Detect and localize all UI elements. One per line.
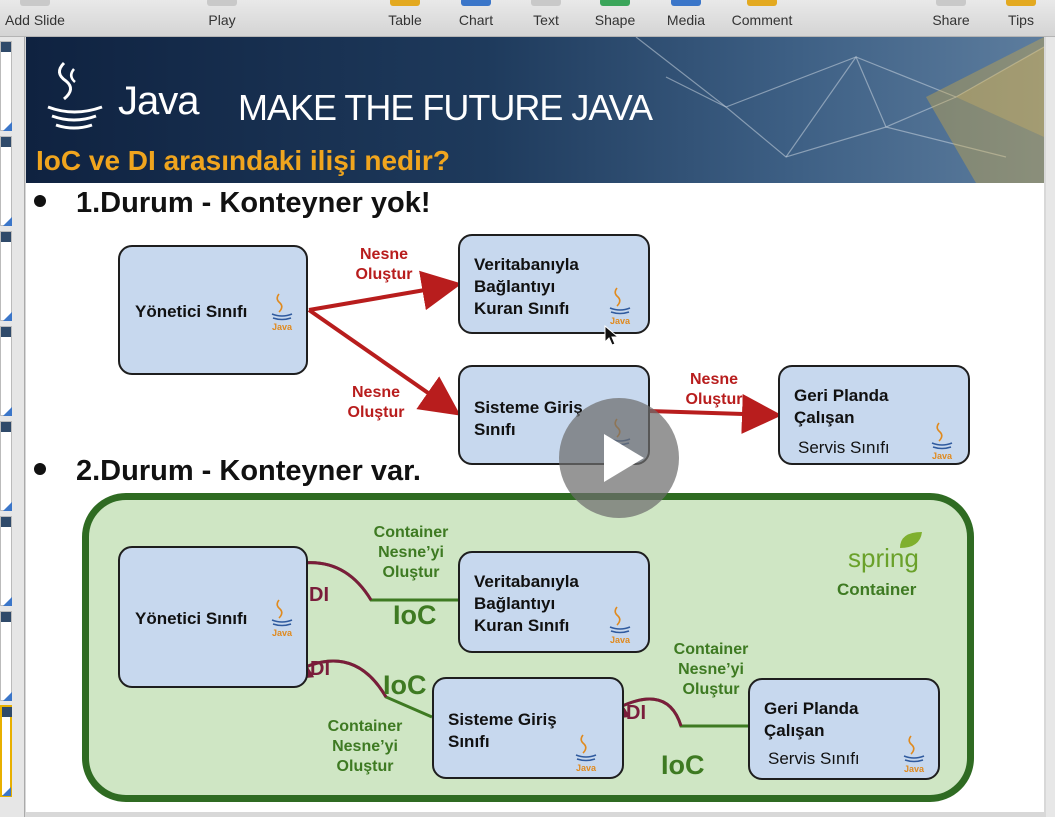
header-tagline: MAKE THE FUTURE JAVA [238, 87, 653, 128]
container-label-line1: Container [373, 524, 449, 541]
chart-button[interactable] [452, 12, 500, 28]
add-slide-button[interactable] [2, 12, 68, 28]
java-cup-caption: Java [904, 764, 925, 774]
java-cup-caption: Java [932, 451, 953, 461]
video-play-button[interactable] [559, 398, 679, 518]
manager-label: Yönetici Sınıfı [135, 609, 248, 628]
svc-label-line2: Çalışan [764, 721, 825, 740]
svc-label-line2: Çalışan [794, 408, 855, 427]
ioc-label: IoC [383, 670, 427, 700]
login-label-line2: Sınıfı [448, 732, 490, 751]
db-label-line3: Kuran Sınıfı [474, 299, 570, 318]
shape-label: Shape [594, 12, 636, 28]
text-button[interactable] [526, 12, 566, 28]
slide-thumbnail[interactable] [0, 421, 12, 511]
svc-label-line1: Geri Planda [764, 699, 859, 718]
case2-service-box [748, 678, 940, 780]
tips-label: Tips [1008, 12, 1034, 28]
java-wordmark: Java [118, 79, 199, 123]
java-cup-caption: Java [610, 635, 631, 645]
slide-thumbnail[interactable] [0, 231, 12, 321]
play-button[interactable] [196, 12, 248, 28]
java-cup-caption: Java [576, 763, 597, 773]
svc-label-line3: Servis Sınıfı [798, 438, 890, 457]
container-label-line2: Nesne’yi [678, 661, 744, 678]
table-button[interactable] [382, 12, 428, 28]
manager-label: Yönetici Sınıfı [135, 302, 248, 321]
chart-label: Chart [458, 12, 494, 28]
edge-label-line2: Oluştur [355, 266, 413, 283]
ioc-label: IoC [661, 750, 705, 780]
slide-canvas[interactable] [26, 37, 1044, 812]
comment-label: Comment [731, 12, 793, 28]
db-label-line2: Bağlantıyı [474, 594, 556, 613]
login-label-line2: Sınıfı [474, 420, 516, 439]
vertical-scrollbar[interactable] [1046, 37, 1055, 817]
java-cup-icon [608, 605, 632, 645]
db-label-line1: Veritabanıyla [474, 572, 579, 591]
media-button[interactable] [662, 12, 710, 28]
container-create-label [356, 523, 466, 583]
container-label-line3: Oluştur [682, 681, 740, 698]
svc-label-line1: Geri Planda [794, 386, 889, 405]
edge-label-line2: Oluştur [347, 404, 405, 421]
mouse-cursor-icon [604, 325, 620, 347]
add-slide-label: Add Slide [5, 12, 65, 28]
slide-navigator [0, 37, 25, 817]
slide-thumbnail[interactable] [0, 326, 12, 416]
case2-manager-box [118, 546, 308, 688]
media-label: Media [666, 12, 706, 28]
edge-label-line1: Nesne [351, 384, 401, 401]
container-create-label [310, 717, 420, 777]
spring-logo-text: spring [848, 543, 919, 573]
shape-button[interactable] [590, 12, 640, 28]
java-cup-caption: Java [610, 316, 631, 326]
case2-login-box [432, 677, 624, 779]
container-label-line1: Container [673, 641, 749, 658]
edge-label-line2: Oluştur [685, 391, 743, 408]
slide-thumbnail[interactable] [0, 516, 12, 606]
bullet-case-2-text: 2.Durum - Konteyner var. [76, 455, 421, 487]
svc-label-line3: Servis Sınıfı [768, 749, 860, 768]
di-label: DI [309, 584, 329, 606]
slide-thumbnail[interactable] [0, 41, 12, 131]
app-toolbar [0, 0, 1055, 37]
container-label-line3: Oluştur [336, 758, 394, 775]
container-label-line2: Nesne’yi [332, 738, 398, 755]
java-cup-icon [270, 598, 294, 638]
java-cup-icon [574, 733, 598, 773]
play-icon [604, 434, 644, 482]
table-label: Table [388, 12, 422, 28]
slide-thumbnail-selected[interactable] [0, 705, 12, 797]
case2-db-box [458, 551, 650, 653]
edge-label-line1: Nesne [689, 371, 739, 388]
tips-button[interactable] [1004, 12, 1038, 28]
container-create-label [656, 640, 766, 700]
play-label: Play [208, 12, 236, 28]
text-label: Text [533, 12, 559, 28]
comment-button[interactable] [727, 12, 797, 28]
bullet-case-1-text: 1.Durum - Konteyner yok! [76, 187, 431, 219]
share-label: Share [932, 12, 970, 28]
edge-label-line1: Nesne [359, 246, 409, 263]
container-label-line2: Nesne’yi [378, 544, 444, 561]
container-label-line1: Container [327, 718, 403, 735]
slide-thumbnail[interactable] [0, 611, 12, 701]
slide-thumbnail[interactable] [0, 136, 12, 226]
ioc-label: IoC [393, 600, 437, 630]
login-label-line1: Sisteme Giriş [474, 398, 583, 417]
db-label-line3: Kuran Sınıfı [474, 616, 570, 635]
db-label-line1: Veritabanıyla [474, 255, 579, 274]
login-label-line1: Sisteme Giriş [448, 710, 557, 729]
db-label-line2: Bağlantıyı [474, 277, 556, 296]
container-label-line3: Oluştur [382, 564, 440, 581]
di-label: DI [310, 658, 330, 680]
di-label: DI [626, 702, 646, 724]
share-button[interactable] [928, 12, 974, 28]
java-cup-caption: Java [272, 628, 293, 638]
java-cup-caption: Java [272, 322, 293, 332]
spring-container-label: Container [837, 580, 917, 599]
java-cup-icon [902, 734, 926, 774]
slide-title: IoC ve DI arasındaki ilişi nedir? [36, 145, 450, 176]
